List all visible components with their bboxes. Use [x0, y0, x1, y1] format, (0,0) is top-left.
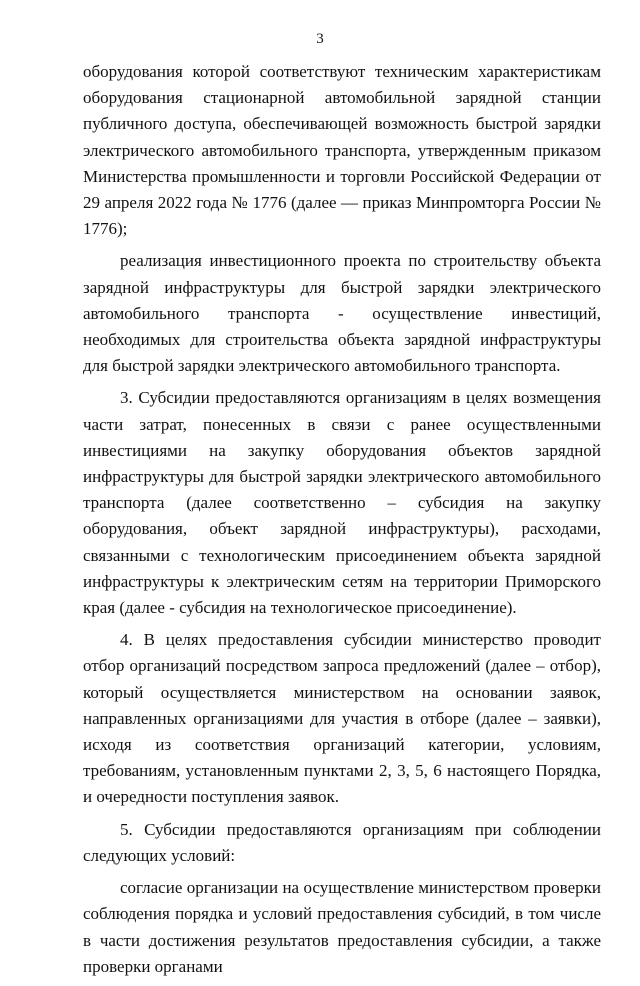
document-body: [83, 59, 601, 986]
paragraph-investment-project: реализация инвестиционного проекта по строительству объекта зарядной инфраструктуры для быстрой зарядки электрического автомобильного транспорта - осуществление инвестиций, необходимых для строительства объекта зарядной инфраструктуры для быстрой зарядки электрического автомобильного транспорта.: [83, 251, 601, 376]
paragraph-consent-condition: согласие организации на осуществление министерством проверки соблюдения порядка и условий предоставления субсидий, в том числе в части достижения результатов предоставления субсидии, а также проверки органами: [83, 878, 601, 976]
page-number: 3: [316, 31, 324, 47]
paragraph-clause-5: 5. Субсидии предоставляются организациям при соблюдении следующих условий:: [83, 819, 601, 865]
paragraph-clause-4: 4. В целях предоставления субсидии министерство проводит отбор организаций посредством запроса предложений (далее – отбор), который осуществляется министерством на основании заявок, направленных организациями для участия в отборе (далее – заявки), исходя из соответствия организаций категории, условиям, требованиям, установленным пунктами 2, 3, 5, 6 настоящего Порядка, и очередности поступления заявок.: [83, 630, 601, 807]
paragraph-continuation: оборудования которой соответствуют техническим характеристикам оборудования стационарной автомобильной зарядной станции публичного доступа, обеспечивающей возможность быстрой зарядки электрического автомобильного транспорта, утвержденным приказом Министерства промышленности и торговли Российской Федерации от 29 апреля 2022 года № 1776 (далее — приказ Минпромторга России № 1776);: [83, 62, 601, 239]
paragraph-clause-3: 3. Субсидии предоставляются организациям в целях возмещения части затрат, понесенных в связи с ранее осуществленными инвестициями на закупку оборудования объектов зарядной инфраструктуры для быстрой зарядки электрического автомобильного транспорта (далее соответственно – субсидия на закупку оборудования, объект зарядной инфраструктуры), расходами, связанными с технологическим присоединением объекта зарядной инфраструктуры к электрическим сетям на территории Приморского края (далее - субсидия на технологическое присоединение).: [83, 388, 601, 618]
